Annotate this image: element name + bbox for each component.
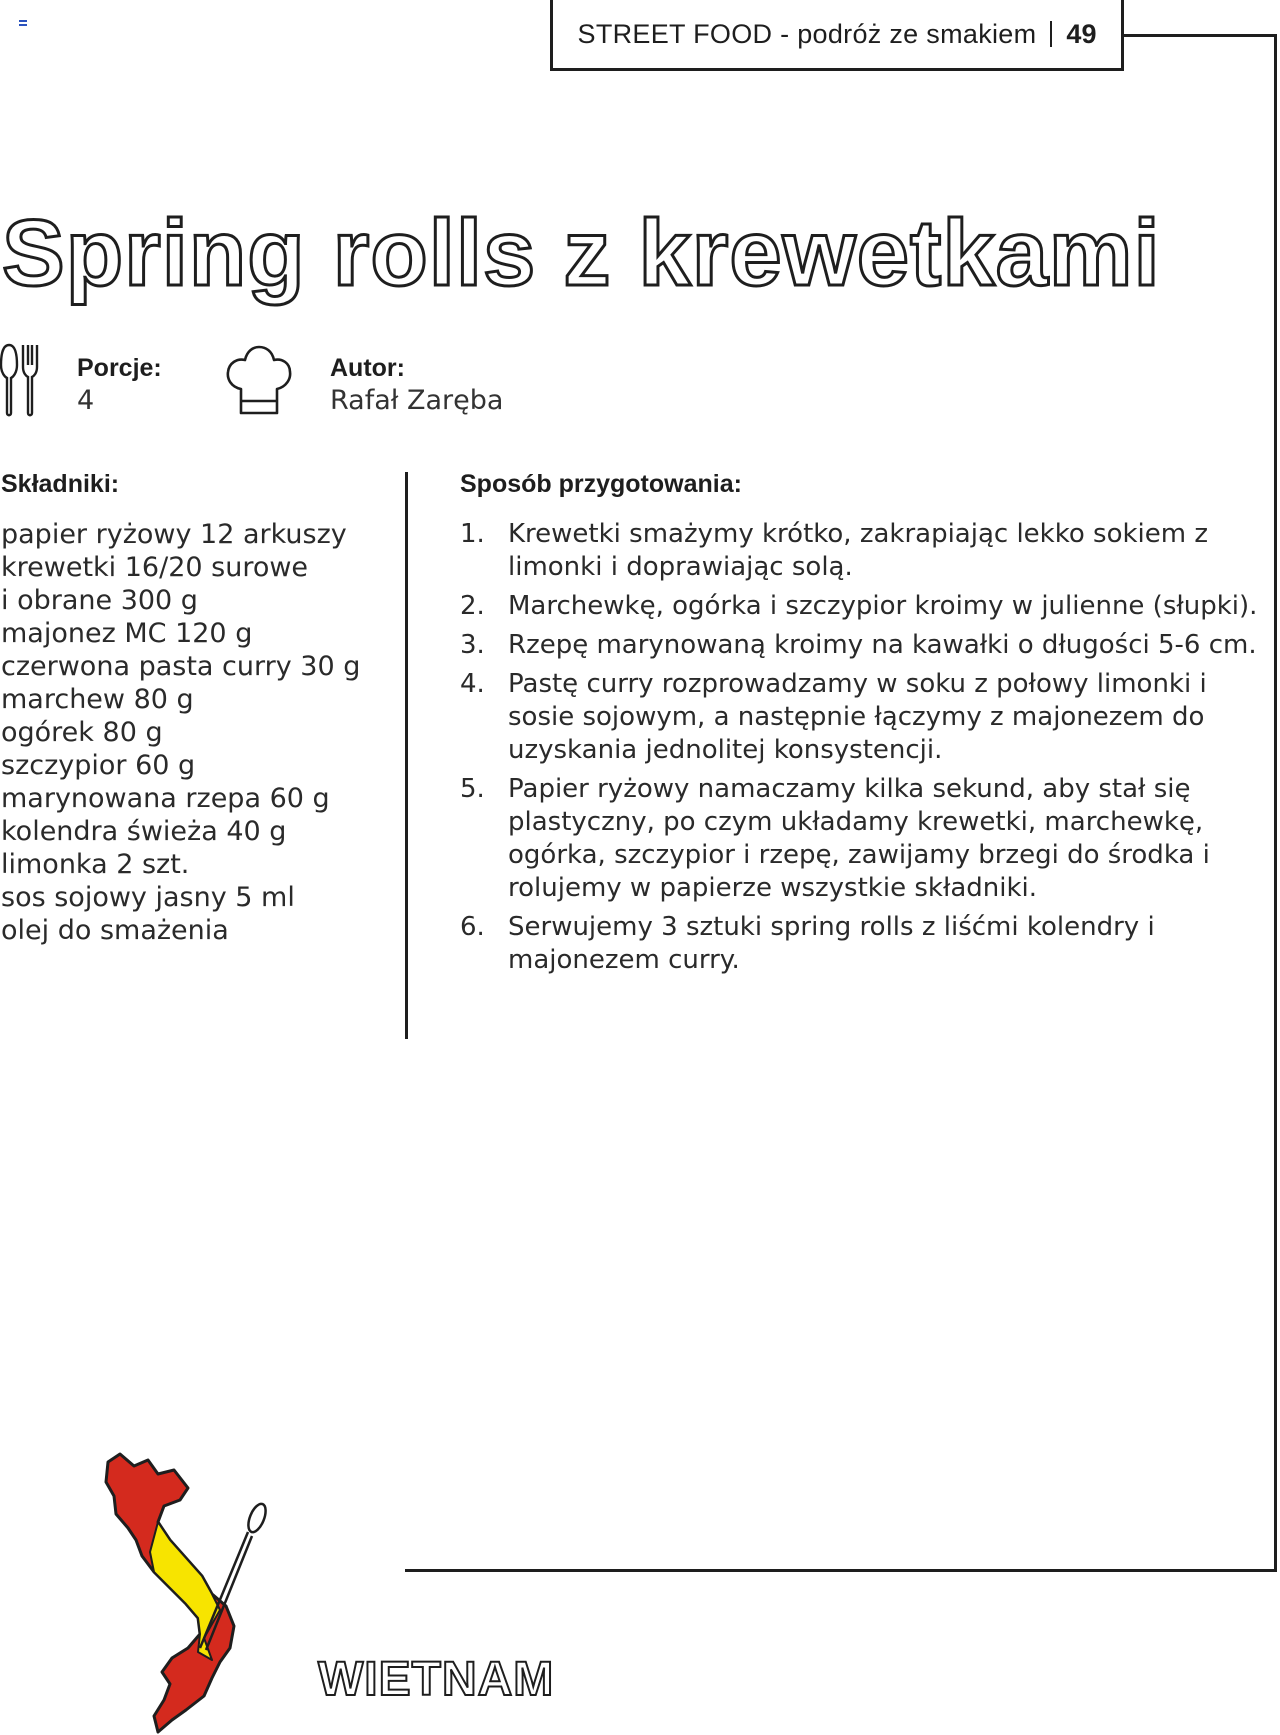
step-number: 1. — [460, 519, 485, 549]
country-label: WIETNAM — [318, 1653, 555, 1706]
list-item: majonez MC 120 g — [1, 618, 253, 649]
step-number: 2. — [460, 591, 485, 621]
list-item: krewetki 16/20 surowe — [1, 552, 309, 583]
column-divider — [405, 472, 408, 1039]
page-number: 49 — [1066, 18, 1097, 49]
header-separator — [1050, 21, 1052, 47]
frame-right-line — [1274, 34, 1277, 1572]
series-title: STREET FOOD - podróż ze smakiem — [577, 18, 1037, 49]
author-label: Autor: — [330, 354, 405, 382]
preparation-steps — [460, 518, 1260, 983]
step-item — [460, 911, 1260, 977]
ingredients-list — [1, 518, 381, 947]
list-item: papier ryżowy 12 arkuszy — [1, 519, 347, 550]
author-value: Rafał Zaręba — [330, 385, 504, 416]
list-item: czerwona pasta curry 30 g — [1, 651, 361, 682]
list-item: i obrane 300 g — [1, 585, 198, 616]
step-item — [460, 773, 1260, 905]
frame-bottom-line — [405, 1569, 1277, 1572]
step-text: Papier ryżowy namaczamy kilka sekund, aby stał się plastyczny, po czym układamy krewetki, marchewkę, ogórka, szczypior i rzepę, zawijamy brzegi do środka i rolujemy w papierze wszystkie składniki. — [508, 774, 1210, 903]
step-item — [460, 629, 1260, 662]
list-item: olej do smażenia — [1, 915, 229, 946]
list-item: kolendra świeża 40 g — [1, 816, 287, 847]
list-item: szczypior 60 g — [1, 750, 196, 781]
preparation-heading: Sposób przygotowania: — [460, 470, 742, 498]
step-text: Rzepę marynowaną kroimy na kawałki o długości 5-6 cm. — [508, 630, 1257, 660]
step-number: 6. — [460, 912, 485, 942]
list-item: limonka 2 szt. — [1, 849, 190, 880]
list-item: marchew 80 g — [1, 684, 194, 715]
header-connector-line — [1124, 34, 1277, 37]
step-number: 3. — [460, 630, 485, 660]
cutlery-icon — [0, 343, 42, 417]
step-text: Pastę curry rozprowadzamy w soku z połowy limonki i sosie sojowym, a następnie łączymy z majonezem do uzyskania jednolitej konsystencji. — [508, 669, 1207, 765]
ingredients-heading: Składniki: — [1, 470, 120, 498]
page-header — [550, 0, 1124, 71]
recipe-title: Spring rolls z krewetkami — [2, 200, 1161, 305]
servings-value: 4 — [77, 385, 95, 416]
step-text: Serwujemy 3 sztuki spring rolls z liśćmi kolendry i majonezem curry. — [508, 912, 1155, 975]
step-number: 4. — [460, 669, 485, 699]
step-item — [460, 518, 1260, 584]
step-text: Krewetki smażymy krótko, zakrapiając lekko sokiem z limonki i doprawiając solą. — [508, 519, 1209, 582]
step-text: Marchewkę, ogórka i szczypior kroimy w julienne (słupki). — [508, 591, 1258, 621]
chef-hat-icon — [225, 345, 293, 417]
list-item: marynowana rzepa 60 g — [1, 783, 330, 814]
list-item: ogórek 80 g — [1, 717, 163, 748]
servings-label: Porcje: — [77, 354, 162, 382]
vietnam-map-icon — [100, 1448, 280, 1735]
step-number: 5. — [460, 774, 485, 804]
list-item: sos sojowy jasny 5 ml — [1, 882, 295, 913]
flag-icon — [19, 20, 27, 26]
step-item — [460, 668, 1260, 767]
step-item — [460, 590, 1260, 623]
